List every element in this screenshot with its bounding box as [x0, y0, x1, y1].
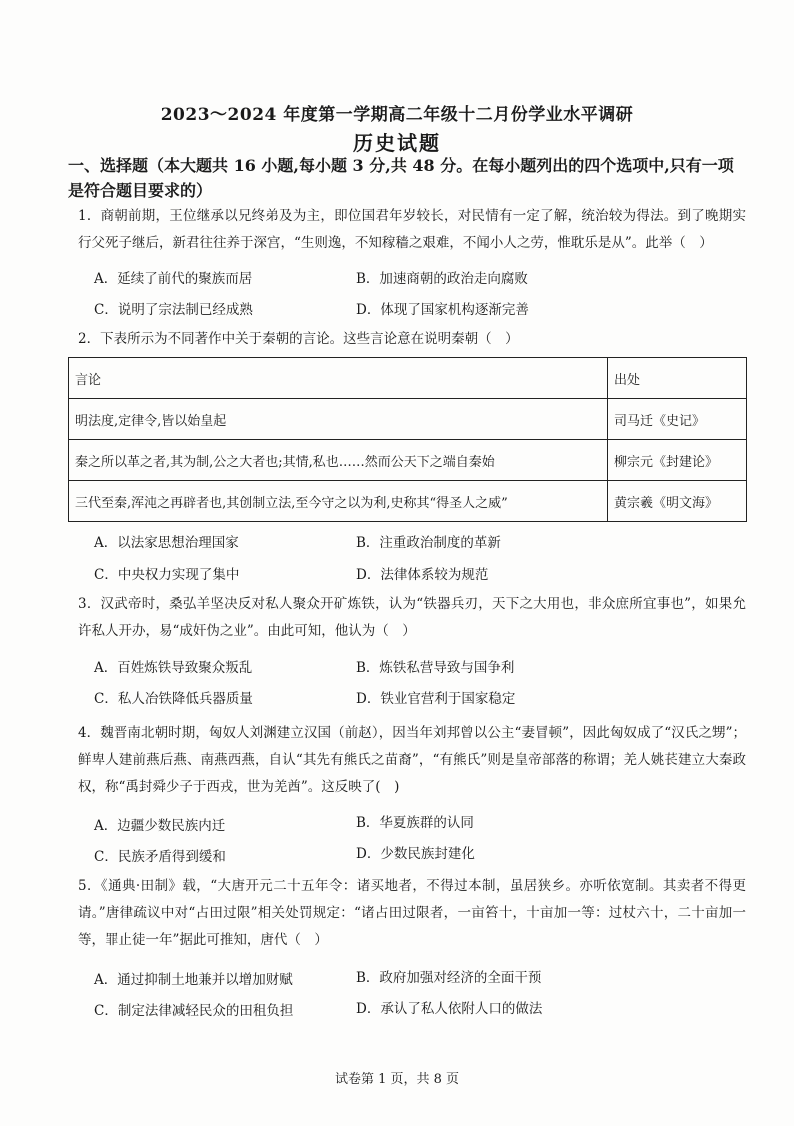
question-4-option-c: C．民族矛盾得到缓和	[94, 849, 226, 865]
question-1-option-c: C．说明了宗法制已经成熟	[94, 302, 253, 318]
table-cell: 黄宗羲《明文海》	[608, 481, 747, 522]
question-2-option-b: B．注重政治制度的革新	[356, 535, 501, 551]
table-header-row	[69, 358, 747, 399]
question-5-stem: 5．《通典·田制》载，“大唐开元二十五年令：诸买地者，不得过本制，虽居狭乡。亦听依宽制。其卖者不得更请。”唐律疏议中对“占田过限”相关处罚规定：“诸占田过限者，一亩笞十，十亩加一等：过杖六十，二十亩加一等，罪止徒一年”据此可推知，唐代（ ）	[78, 878, 746, 948]
question-2-option-d: D．法律体系较为规范	[356, 567, 489, 583]
question-1-option-d: D．体现了国家机构逐渐完善	[356, 302, 529, 318]
section-heading: 一、选择题（本大题共 16 小题,每小题 3 分,共 48 分。在每小题列出的四个选项中,只有一项是符合题目要求的）	[68, 156, 734, 200]
question-2-stem: 2．下表所示为不同著作中关于秦朝的言论。这些言论意在说明秦朝（ ）	[78, 331, 519, 347]
question-4-option-d: D．少数民族封建化	[356, 846, 475, 862]
exam-subject: 历史试题	[353, 131, 441, 155]
question-5-option-b: B．政府加强对经济的全面干预	[356, 970, 542, 986]
page-footer: 试卷第 1 页，共 8 页	[334, 1072, 460, 1087]
question-5-option-a: A．通过抑制土地兼并以增加财赋	[94, 972, 293, 988]
question-4-stem: 4．魏晋南北朝时期，匈奴人刘渊建立汉国（前赵），因当年刘邦曾以公主“妻冒顿”，因此匈奴成了“汉氏之甥”；鲜卑人建前燕后燕、南燕西燕，自认“其先有熊氏之苗裔”，“有熊氏”则是皇帝部落的称谓；羌人姚苌建立大秦政权，称“禹封舜少子于西戎，世为羌酋”。这反映了( )	[78, 725, 746, 795]
question-5-option-d: D．承认了私人依附人口的做法	[356, 1001, 543, 1017]
question-5-option-c: C．制定法律减轻民众的田租负担	[94, 1003, 294, 1019]
question-3-option-d: D．铁业官营利于国家稳定	[356, 691, 516, 707]
question-4-option-a: A．边疆少数民族内迁	[94, 818, 226, 834]
table-cell: 秦之所以革之者,其为制,公之大者也;其情,私也……然而公天下之端自秦始	[69, 440, 608, 481]
question-3-option-c: C．私人冶铁降低兵器质量	[94, 691, 253, 707]
question-2-option-a: A．以法家思想治理国家	[94, 535, 239, 551]
quotes-table	[68, 357, 747, 522]
table-row	[69, 481, 747, 522]
table-row	[69, 399, 747, 440]
table-cell: 明法度,定律令,皆以始皇起	[69, 399, 608, 440]
exam-title: 2023～2024 年度第一学期高二年级十二月份学业水平调研	[160, 105, 634, 125]
question-3-option-a: A．百姓炼铁导致聚众叛乱	[94, 660, 253, 676]
table-cell: 司马迁《史记》	[608, 399, 747, 440]
question-3-stem: 3．汉武帝时，桑弘羊坚决反对私人聚众开矿炼铁，认为“铁器兵刃，天下之大用也，非众庶所宜事也”，如果允许私人开办，易“成奸伪之业”。由此可知，他认为（ ）	[78, 596, 746, 639]
table-cell: 柳宗元《封建论》	[608, 440, 747, 481]
table-row	[69, 440, 747, 481]
question-3-option-b: B．炼铁私营导致与国争利	[356, 660, 515, 676]
question-4-option-b: B．华夏族群的认同	[356, 815, 474, 831]
question-1-stem: 1．商朝前期，王位继承以兄终弟及为主，即位国君年岁较长，对民情有一定了解，统治较为得法。到了晚期实行父死子继后，新君往往养于深宫，“生则逸，不知稼穑之艰难，不闻小人之劳，惟耽乐是从”。此举（ ）	[78, 208, 746, 251]
table-header-cell: 出处	[608, 358, 747, 399]
question-1-option-a: A．延续了前代的聚族而居	[94, 271, 253, 287]
question-1-option-b: B．加速商朝的政治走向腐败	[356, 271, 528, 287]
question-2-option-c: C．中央权力实现了集中	[94, 567, 240, 583]
table-cell: 三代至秦,浑沌之再辟者也,其创制立法,至今守之以为利,史称其“得圣人之威”	[69, 481, 608, 522]
table-header-cell: 言论	[69, 358, 608, 399]
